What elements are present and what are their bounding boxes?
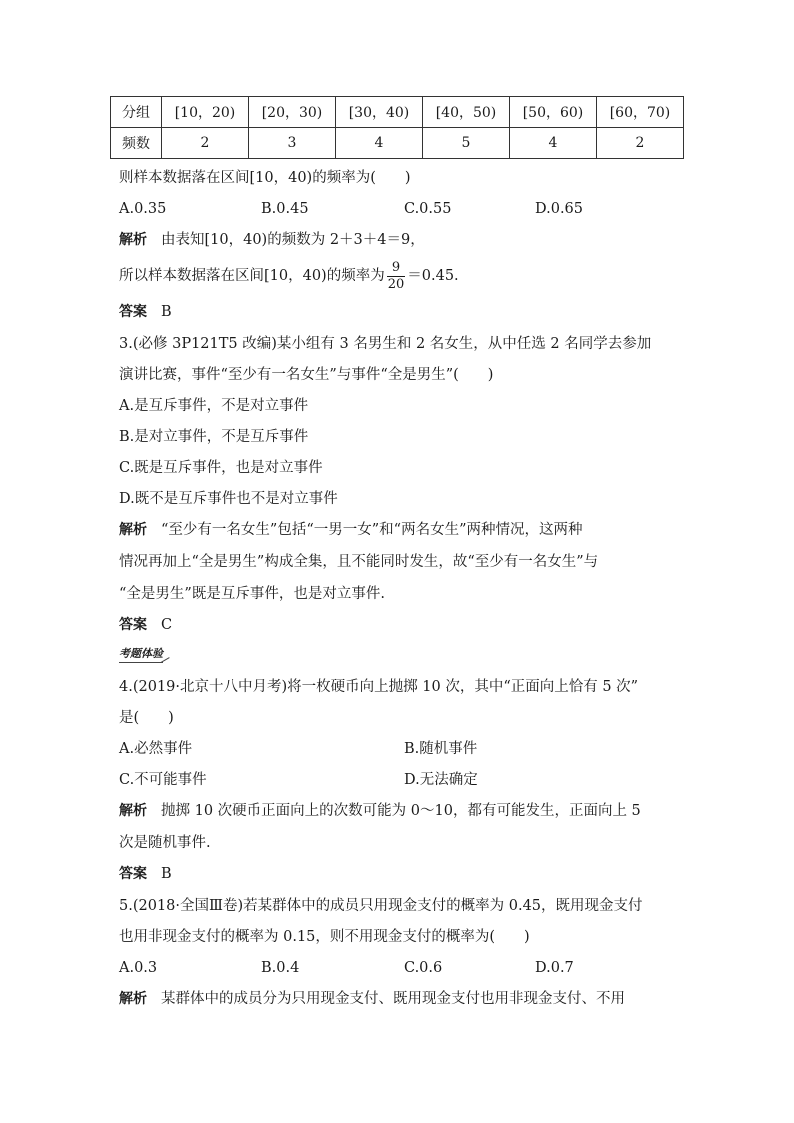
analysis-text: 所以样本数据落在区间[10，40)的频率为: [119, 268, 385, 284]
table-cell: 4: [336, 128, 423, 159]
table-cell: [50，60): [510, 97, 597, 128]
fraction: [387, 260, 406, 293]
table-cell: 2: [597, 128, 684, 159]
q2-option-d: D.0.65: [535, 201, 584, 217]
q5-option-d: D.0.7: [535, 960, 574, 976]
analysis-text: “至少有一名女生”包括“一男一女”和“两名女生”两种情况，这两种: [161, 522, 583, 538]
table-cell: 3: [249, 128, 336, 159]
q2-option-a: A.0.35: [119, 201, 167, 217]
table-cell: 5: [423, 128, 510, 159]
q3-stem-line2: 演讲比赛，事件“至少有一名女生”与事件“全是男生”( ): [119, 367, 494, 383]
q4-stem-line1: 4.(2019·北京十八中月考)将一枚硬币向上抛掷 10 次，其中“正面向上恰有 5 次”: [119, 679, 639, 695]
table-row-header: 频数: [111, 128, 162, 159]
q2-analysis-line2: [119, 258, 459, 294]
table-cell: [30，40): [336, 97, 423, 128]
table-cell: [20，30): [249, 97, 336, 128]
q2-stem: 则样本数据落在区间[10，40)的频率为( ): [119, 170, 411, 186]
analysis-text: ＝0.45.: [407, 268, 459, 284]
q5-option-c: C.0.6: [404, 960, 443, 976]
table-row: [111, 97, 684, 128]
answer-label: 答案: [119, 866, 147, 882]
frequency-table: [110, 96, 684, 159]
q3-analysis-line2: 情况再加上“全是男生”构成全集，且不能同时发生，故“至少有一名女生”与: [119, 554, 599, 570]
q4-option-c: C.不可能事件: [119, 772, 207, 788]
analysis-text: 抛掷 10 次硬币正面向上的次数可能为 0～10，都有可能发生，正面向上 5: [161, 803, 641, 819]
analysis-text: 由表知[10，40)的频数为 2＋3＋4＝9，: [161, 232, 425, 248]
analysis-label: 解析: [119, 522, 147, 538]
q3-option-d: D.既不是互斥事件也不是对立事件: [119, 491, 338, 507]
q2-option-b: B.0.45: [261, 201, 309, 217]
q4-option-a: A.必然事件: [119, 741, 193, 757]
q4-option-d: D.无法确定: [404, 772, 478, 788]
fraction-numerator: 9: [391, 259, 401, 275]
q3-option-b: B.是对立事件，不是互斥事件: [119, 429, 309, 445]
answer-label: 答案: [119, 617, 147, 633]
q3-stem-line1: 3.(必修 3P121T5 改编)某小组有 3 名男生和 2 名女生，从中任选 2 名同学去参加: [119, 336, 652, 352]
q3-option-a: A.是互斥事件，不是对立事件: [119, 398, 309, 414]
q3-analysis: [119, 520, 582, 540]
q3-analysis-line3: “全是男生”既是互斥事件，也是对立事件.: [119, 586, 385, 602]
q5-stem-line2: 也用非现金支付的概率为 0.15，则不用现金支付的概率为( ): [119, 929, 530, 945]
table-cell: [10，20): [162, 97, 249, 128]
table-cell: 2: [162, 128, 249, 159]
answer-value: C: [161, 617, 173, 633]
q4-analysis: [119, 801, 641, 821]
q4-option-b: B.随机事件: [404, 741, 478, 757]
analysis-text: 某群体中的成员分为只用现金支付、既用现金支付也用非现金支付、不用: [161, 991, 625, 1007]
q3-option-c: C.既是互斥事件，也是对立事件: [119, 460, 323, 476]
q4-answer: [119, 864, 172, 884]
q5-option-b: B.0.4: [261, 960, 300, 976]
fraction-denominator: 20: [387, 276, 405, 292]
section-tag: 考题体验: [119, 645, 163, 663]
answer-value: B: [161, 304, 172, 320]
q2-analysis: [119, 230, 425, 250]
q2-option-c: C.0.55: [404, 201, 452, 217]
q5-stem-line1: 5.(2018·全国Ⅲ卷)若某群体中的成员只用现金支付的概率为 0.45，既用现金支付: [119, 898, 643, 914]
q5-option-a: A.0.3: [119, 960, 158, 976]
q5-analysis: [119, 989, 625, 1009]
analysis-label: 解析: [119, 232, 147, 248]
table-cell: [60，70): [597, 97, 684, 128]
q4-analysis-line2: 次是随机事件.: [119, 835, 211, 851]
q2-answer: [119, 302, 172, 322]
table-cell: 4: [510, 128, 597, 159]
analysis-label: 解析: [119, 991, 147, 1007]
answer-value: B: [161, 866, 172, 882]
answer-label: 答案: [119, 304, 147, 320]
table-row: [111, 128, 684, 159]
table-cell: [40，50): [423, 97, 510, 128]
table-row-header: 分组: [111, 97, 162, 128]
q3-answer: [119, 615, 172, 635]
q4-stem-line2: 是( ): [119, 710, 174, 726]
analysis-label: 解析: [119, 803, 147, 819]
